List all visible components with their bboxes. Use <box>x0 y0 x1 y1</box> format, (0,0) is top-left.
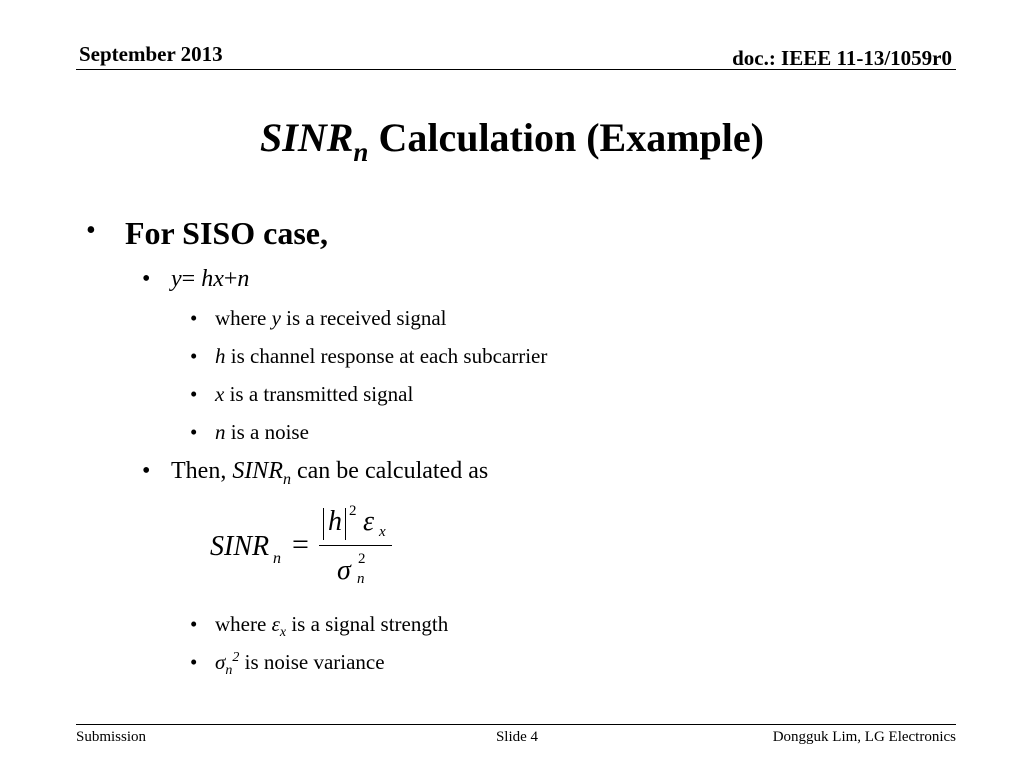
then-rest: can be calculated as <box>290 458 489 484</box>
y-pre: where <box>215 306 272 330</box>
abs-bar-right <box>345 508 346 540</box>
eq-hx: hx <box>201 266 224 292</box>
eq-plus: + <box>223 266 238 292</box>
num-h: h <box>328 506 342 537</box>
footer-right: Dongguk Lim, LG Electronics <box>772 729 956 745</box>
bullet-marker: • <box>190 306 198 330</box>
bullet-marker: • <box>86 215 96 246</box>
bullet-h-def <box>215 344 547 369</box>
formula-lhs-sub: n <box>273 550 281 567</box>
bullet-marker: • <box>190 382 198 406</box>
bullet-marker: • <box>142 266 151 292</box>
bullet-eps-def <box>215 612 449 641</box>
then-var: SINR <box>232 458 283 484</box>
footer-left: Submission <box>76 729 147 745</box>
bullet-sigma-def <box>215 650 385 679</box>
eq-y: y <box>171 266 182 292</box>
y-var: y <box>271 306 281 330</box>
bullet-n-def <box>215 420 309 445</box>
bullet-marker: • <box>142 458 151 484</box>
sinr-formula <box>205 498 405 598</box>
den-sigma: σ <box>337 555 351 586</box>
x-var: x <box>215 382 225 406</box>
bullet-marker: • <box>190 650 198 674</box>
bullet-x-def <box>215 382 413 407</box>
sig-rest: is noise variance <box>239 650 385 674</box>
x-rest: is a transmitted signal <box>224 382 414 406</box>
eps-var: ε <box>271 612 280 636</box>
n-rest: is a noise <box>225 420 309 444</box>
header-doc-id: doc.: IEEE 11-13/1059r0 <box>732 46 952 70</box>
y-rest: is a received signal <box>280 306 447 330</box>
bullet-marker: • <box>190 420 198 444</box>
sig-var: σ <box>215 650 226 674</box>
n-var: n <box>215 420 226 444</box>
fraction-line <box>319 545 392 546</box>
formula-equals: = <box>292 528 309 561</box>
den-sub: n <box>357 571 365 587</box>
title-rest: Calculation (Example) <box>368 115 764 160</box>
header-rule <box>76 69 956 70</box>
then-sub: n <box>282 470 291 488</box>
bullet-y-def <box>215 306 447 331</box>
eps-rest: is a signal strength <box>286 612 449 636</box>
slide-title <box>0 114 1024 167</box>
sig-sup: 2 <box>232 650 240 665</box>
num-eps: ε <box>363 506 375 537</box>
bullet-marker: • <box>190 344 198 368</box>
title-subscript: n <box>353 137 369 167</box>
title-variable: SINR <box>260 115 354 160</box>
den-sup: 2 <box>358 551 366 567</box>
bullet-equation <box>171 266 249 293</box>
eps-sub: x <box>279 625 287 641</box>
num-h-sup: 2 <box>349 503 357 519</box>
footer-rule <box>76 724 956 725</box>
eq-equals: = <box>181 266 202 292</box>
bullet-then <box>171 458 489 488</box>
abs-bar-left <box>323 508 324 540</box>
h-var: h <box>215 344 226 368</box>
footer-slide-number: Slide 4 <box>495 729 539 745</box>
h-rest: is channel response at each subcarrier <box>225 344 548 368</box>
formula-lhs: SINR <box>210 531 270 562</box>
eq-n: n <box>237 266 250 292</box>
header-date: September 2013 <box>79 42 223 66</box>
bullet-marker: • <box>190 612 198 636</box>
then-pre: Then, <box>171 458 233 484</box>
num-eps-sub: x <box>379 524 386 540</box>
sig-sub: n <box>225 663 233 679</box>
eps-pre: where <box>215 612 272 636</box>
bullet-siso: For SISO case, <box>125 215 328 251</box>
